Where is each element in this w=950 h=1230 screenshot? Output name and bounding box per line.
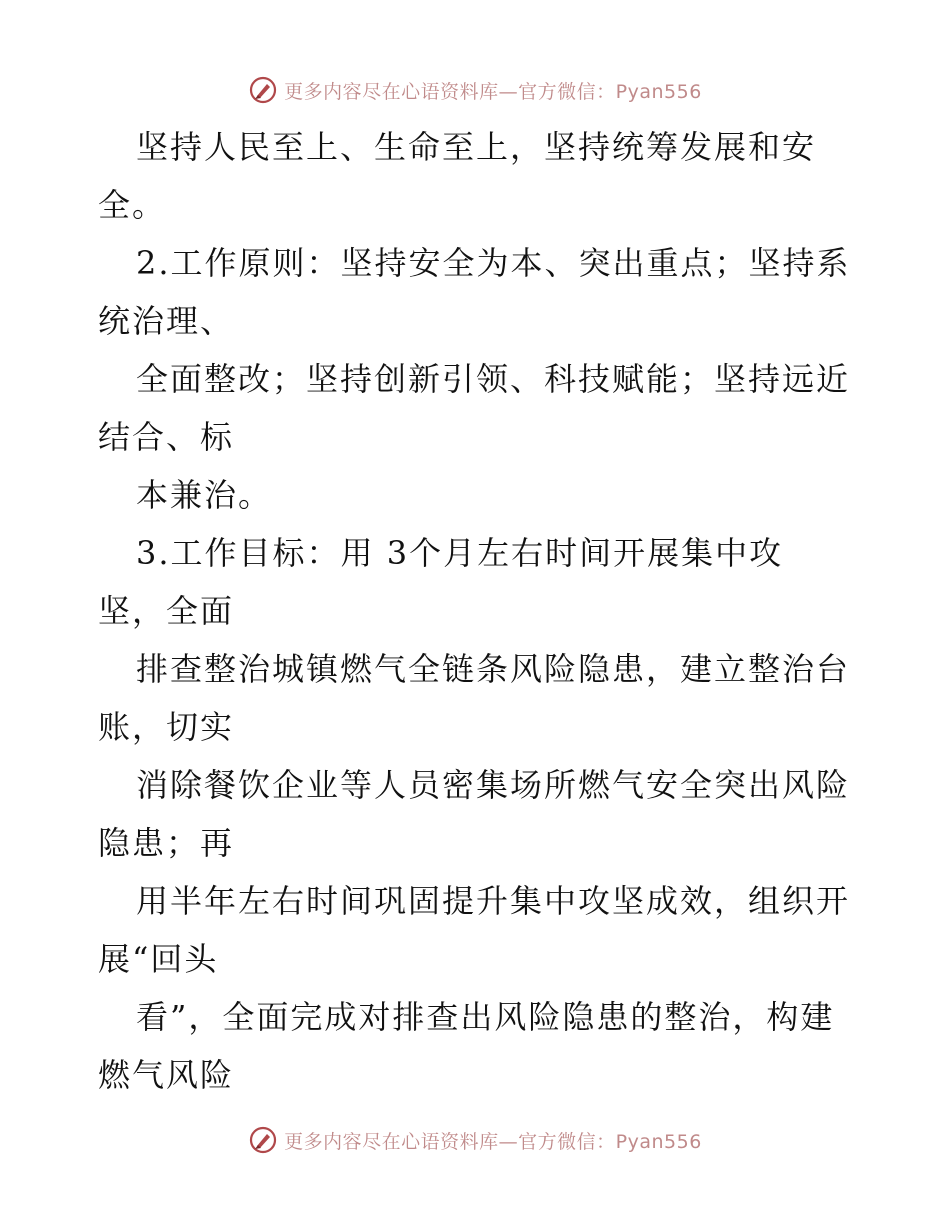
- text-line: 账，切实: [98, 708, 235, 746]
- text-line: 隐患；再: [98, 824, 235, 862]
- watermark-text: 更多内容尽在心语资料库—官方微信：Pyan556: [284, 80, 702, 103]
- text-line: 本兼治。: [136, 476, 273, 514]
- footer-watermark-banner: [0, 1120, 950, 1160]
- text-line: 燃气风险: [98, 1056, 235, 1094]
- text-line: 排查整治城镇燃气全链条风险隐患，建立整治台: [136, 650, 851, 688]
- text-line: 坚，全面: [98, 592, 235, 630]
- text-line: 用半年左右时间巩固提升集中攻坚成效，组织开: [136, 882, 851, 920]
- text-line: 全面整改；坚持创新引领、科技赋能；坚持远近: [136, 360, 851, 398]
- text-line: 坚持人民至上、生命至上，坚持统筹发展和安: [136, 128, 817, 166]
- pen-nib-circle-icon: [248, 1125, 278, 1155]
- text-line: 看”，全面完成对排查出风险隐患的整治，构建: [136, 998, 835, 1036]
- text-line: 3.工作目标：用 3个月左右时间开展集中攻: [136, 534, 784, 572]
- text-line: 消除餐饮企业等人员密集场所燃气安全突出风险: [136, 766, 851, 804]
- text-line: 结合、标: [98, 418, 235, 456]
- text-line: 全。: [98, 186, 167, 224]
- text-line: 统治理、: [98, 302, 235, 340]
- text-line: 2.工作原则：坚持安全为本、突出重点；坚持系: [136, 244, 851, 282]
- text-line: 展“回头: [98, 940, 219, 978]
- watermark-text: 更多内容尽在心语资料库—官方微信：Pyan556: [284, 1130, 702, 1153]
